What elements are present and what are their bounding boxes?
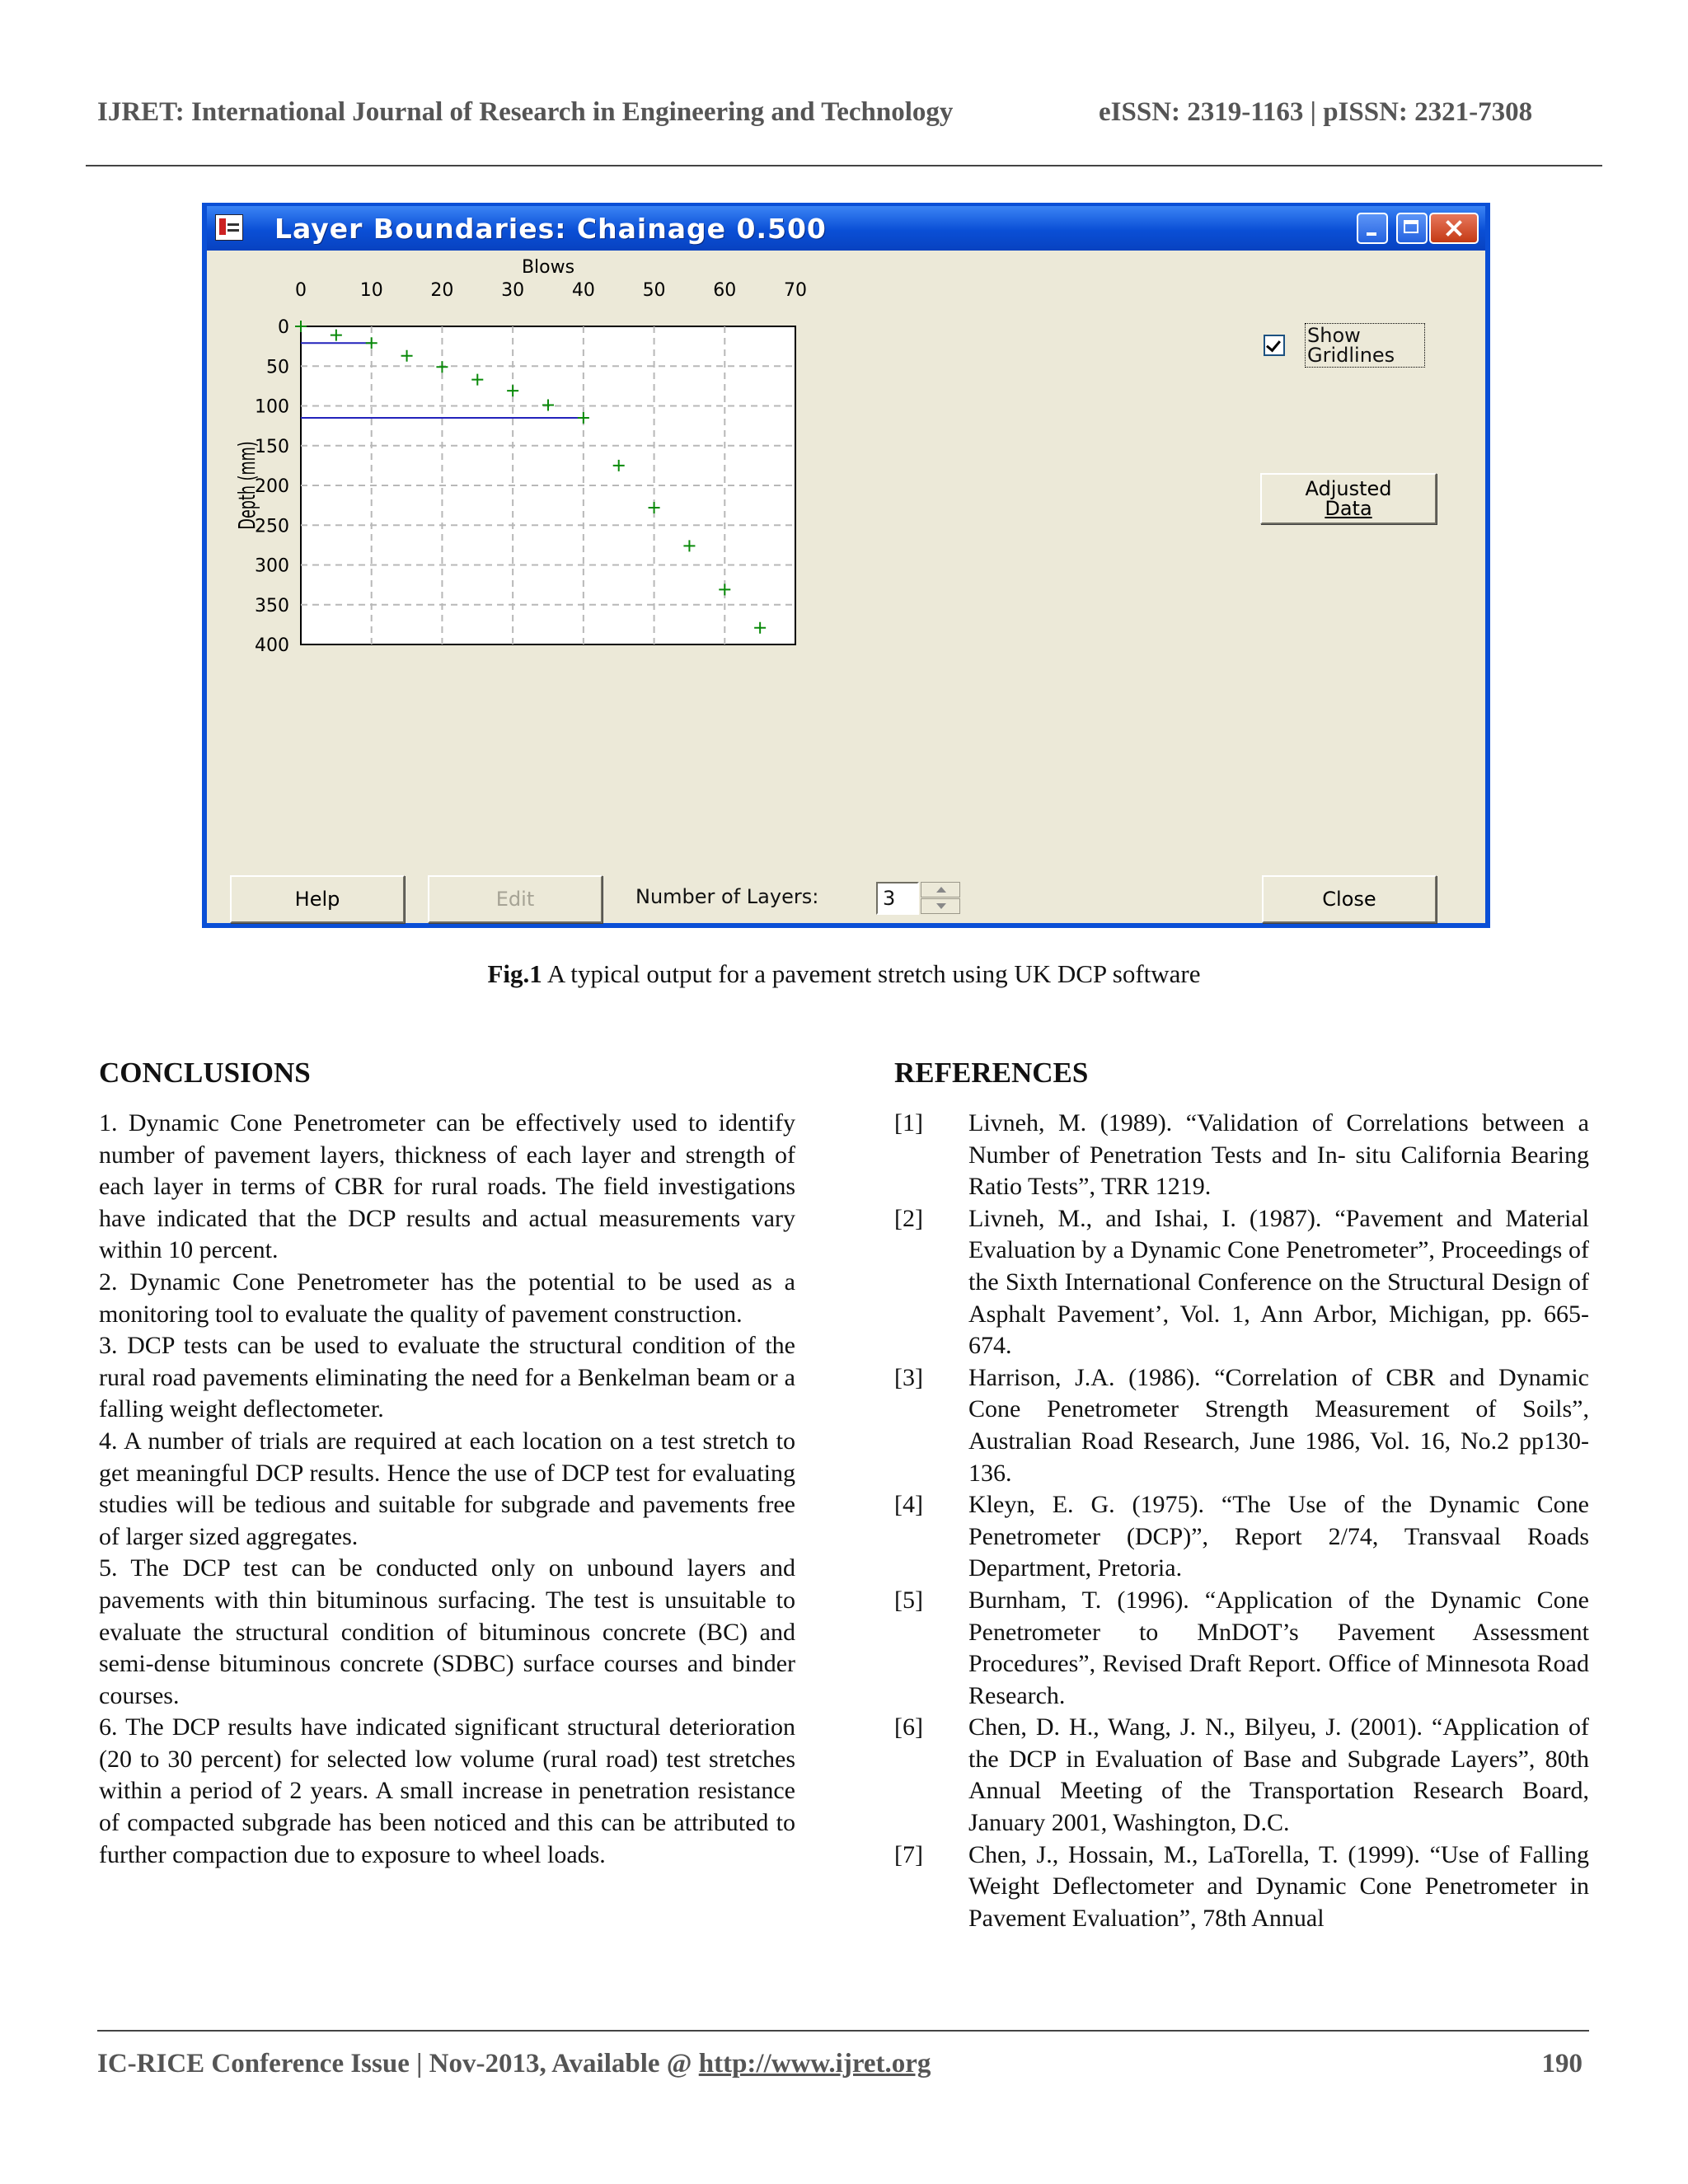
reference-number: [6] (894, 1713, 923, 1741)
reference-number: [2] (894, 1204, 923, 1232)
reference-number: [3] (894, 1363, 923, 1391)
maximize-icon[interactable] (1396, 213, 1428, 244)
y-tick-label: 200 (255, 476, 289, 497)
app-icon (215, 214, 243, 241)
x-axis-label: Blows (521, 257, 575, 278)
y-tick-label: 100 (255, 396, 289, 418)
y-tick-label: 150 (255, 436, 289, 457)
conclusions-heading: CONCLUSIONS (99, 1057, 311, 1089)
reference-item (894, 1362, 1589, 1489)
y-tick-label: 0 (278, 317, 289, 338)
reference-item (894, 1108, 1589, 1203)
y-tick-label: 50 (266, 357, 289, 378)
spin-up-icon[interactable] (921, 882, 960, 898)
number-of-layers-label: Number of Layers: (635, 885, 819, 908)
reference-item (894, 1840, 1589, 1935)
y-tick-label: 250 (255, 516, 289, 537)
close-label: Close (1322, 888, 1376, 911)
checkbox-check-icon[interactable] (1264, 335, 1285, 356)
adjusted-data-label-2: Data (1325, 497, 1372, 520)
window-title: Layer Boundaries: Chainage 0.500 (274, 213, 827, 245)
layer-boundaries-window (202, 203, 1490, 928)
x-tick-label: 20 (430, 280, 454, 301)
close-button[interactable] (1262, 875, 1437, 923)
x-tick-label: 0 (295, 280, 307, 301)
conclusion-item: 3. DCP tests can be used to evaluate the structural condition of the rural road pavements eliminating the need for a Benkelman beam or a falling weight deflectometer. (99, 1332, 795, 1423)
journal-title: IJRET: International Journal of Research in Engineering and Technology (97, 97, 954, 127)
window-titlebar[interactable] (207, 206, 1485, 251)
reference-text: Livneh, M. (1989). “Validation of Correlations between a Number of Penetration Tests and In- situ California Bearing Ratio Tests”, TRR 1219. (968, 1109, 1589, 1201)
reference-text: Kleyn, E. G. (1975). “The Use of the Dynamic Cone Penetrometer (DCP)”, Report 2/74, Transvaal Roads Department, Pretoria. (968, 1491, 1589, 1582)
x-tick-label: 30 (501, 280, 525, 301)
x-tick-label: 60 (713, 280, 737, 301)
x-tick-labels (295, 280, 807, 301)
reference-number: [1] (894, 1109, 923, 1137)
reference-item (894, 1712, 1589, 1839)
conclusion-item: 2. Dynamic Cone Penetrometer has the potential to be used as a monitoring tool to evaluate the quality of pavement construction. (99, 1268, 795, 1328)
conclusion-item: 1. Dynamic Cone Penetrometer can be effectively used to identify number of pavement layers, thickness of each layer and strength of each layer in terms of CBR for rural roads. The field investigations have indicated that the DCP results and actual measurements vary within 10 percent. (99, 1109, 795, 1264)
figure-caption (0, 959, 1688, 989)
reference-item (894, 1585, 1589, 1712)
conclusion-item: 4. A number of trials are required at each location on a test stretch to get meaningful DCP results. Hence the use of DCP test for evaluating studies will be tedious and suitable for subgrade and pavements free of larger sized aggregates. (99, 1427, 795, 1550)
reference-text: Livneh, M., and Ishai, I. (1987). “Pavement and Material Evaluation by a Dynamic Cone Penetrometer”, Proceedings of the Sixth International Conference on the Structural Design of Asphalt Pavement’, Vol. 1, Ann Arbor, Michigan, pp. 665-674. (968, 1204, 1589, 1360)
depth-blows-chart (207, 251, 1485, 923)
journal-issn: eISSN: 2319-1163 | pISSN: 2321-7308 (1099, 97, 1533, 127)
show-gridlines-label[interactable]: Show Gridlines (1305, 323, 1425, 368)
help-label: Help (294, 888, 340, 911)
journal-header (97, 97, 1581, 128)
spin-down-icon[interactable] (921, 898, 960, 914)
edit-button[interactable] (428, 875, 603, 923)
page-number: 190 (1541, 2049, 1582, 2079)
conclusions-body (99, 1108, 795, 1871)
number-of-layers-input[interactable]: 3 (876, 882, 919, 915)
adjusted-data-button[interactable] (1260, 473, 1437, 524)
reference-item (894, 1489, 1589, 1585)
conclusion-item: 5. The DCP test can be conducted only on unbound layers and pavements with thin bituminous surfacing. The test is unsuitable to evaluate the structural condition of bituminous concrete (BC) and semi-dense bituminous concrete (SDBC) surface courses and binder courses. (99, 1554, 795, 1709)
conclusion-item: 6. The DCP results have indicated significant structural deterioration (20 to 30 percent) for selected low volume (rural road) test stretches within a period of 2 years. A small increase in penetration resistance of compacted subgrade has been noticed and this can be attributed to further compaction due to exposure to wheel loads. (99, 1713, 795, 1868)
footer-rule (97, 2030, 1589, 2032)
y-tick-label: 300 (255, 555, 289, 577)
close-icon[interactable] (1429, 213, 1479, 244)
references-list (894, 1108, 1589, 1934)
x-tick-label: 70 (784, 280, 807, 301)
figure-caption-text: A typical output for a pavement stretch using UK DCP software (542, 959, 1201, 988)
x-tick-label: 50 (642, 280, 666, 301)
figure-label: Fig.1 (487, 959, 542, 988)
journal-link[interactable]: http://www.ijret.org (698, 2049, 931, 2079)
reference-text: Burnham, T. (1996). “Application of the Dynamic Cone Penetrometer to MnDOT’s Pavement Assessment Procedures”, Revised Draft Report. Office of Minnesota Road Research. (968, 1586, 1589, 1709)
page-footer (97, 2049, 1589, 2079)
y-axis-label: Depth (mm) (235, 441, 261, 530)
number-of-layers-spinner[interactable] (921, 882, 960, 915)
x-tick-label: 40 (571, 280, 595, 301)
y-tick-label: 350 (255, 595, 289, 616)
y-tick-label: 400 (255, 635, 289, 656)
reference-text: Chen, D. H., Wang, J. N., Bilyeu, J. (2001). “Application of the DCP in Evaluation of Base and Subgrade Layers”, 80th Annual Meeting of the Transportation Research Board, January 2001, Washington, D.C. (968, 1713, 1589, 1837)
minimize-icon[interactable] (1357, 213, 1388, 244)
reference-item (894, 1203, 1589, 1362)
header-rule (86, 165, 1602, 166)
adjusted-data-label-1: Adjusted (1305, 477, 1392, 500)
footer-text: IC-RICE Conference Issue | Nov-2013, Available @ (97, 2049, 699, 2079)
reference-number: [5] (894, 1586, 923, 1614)
reference-text: Harrison, J.A. (1986). “Correlation of CBR and Dynamic Cone Penetrometer Strength Measurement of Soils”, Australian Road Research, June 1986, Vol. 16, No.2 pp130-136. (968, 1363, 1589, 1487)
reference-number: [7] (894, 1840, 923, 1868)
reference-number: [4] (894, 1491, 923, 1519)
references-heading: REFERENCES (894, 1057, 1089, 1089)
window-client-area (207, 251, 1485, 923)
x-tick-label: 10 (359, 280, 383, 301)
help-button[interactable] (230, 875, 405, 923)
edit-label: Edit (495, 888, 535, 911)
reference-text: Chen, J., Hossain, M., LaTorella, T. (1999). “Use of Falling Weight Deflectometer and Dynamic Cone Penetrometer in Pavement Evaluation”, 78th Annual (968, 1840, 1589, 1932)
